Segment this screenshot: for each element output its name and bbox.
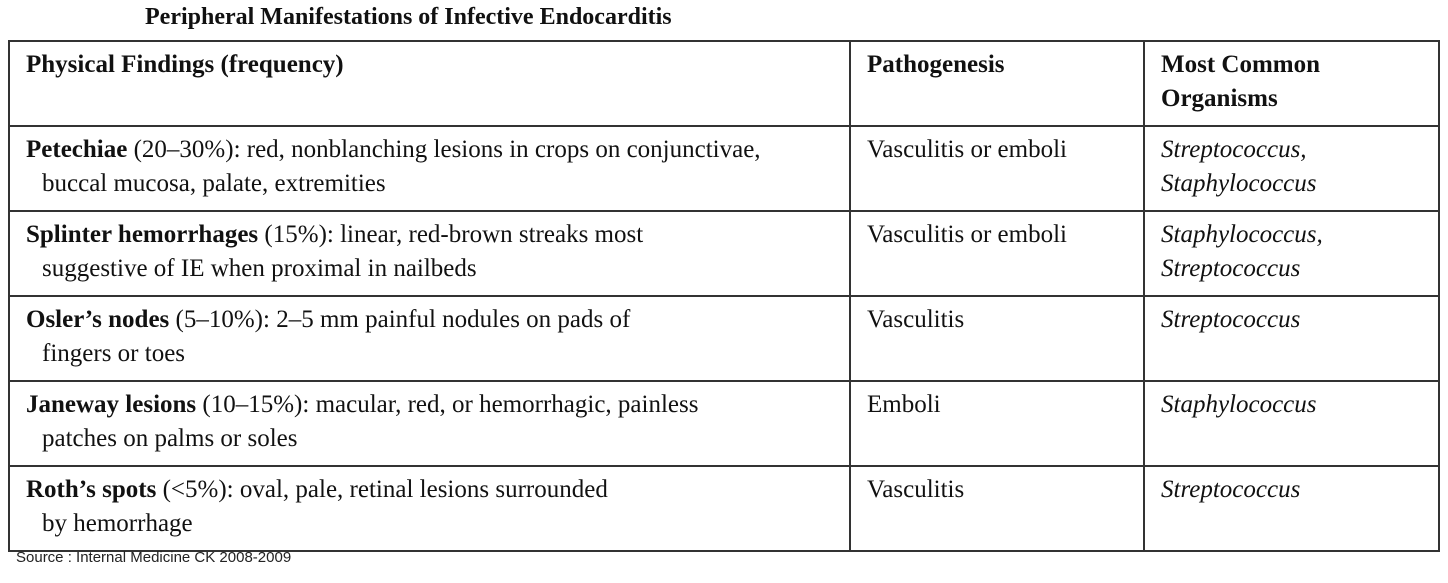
- page-title: Peripheral Manifestations of Infective Endocarditis: [145, 4, 672, 30]
- organism-1: Staphylococcus: [1161, 391, 1317, 418]
- organisms-cell: [1144, 296, 1439, 381]
- header-row: [9, 41, 1439, 126]
- organism-1: Streptococcus: [1161, 306, 1301, 333]
- finding-cell: [9, 126, 850, 211]
- finding-cell: [9, 211, 850, 296]
- table-row: [9, 126, 1439, 211]
- organism-1: Staphylococcus,: [1161, 221, 1323, 248]
- finding-cell: [9, 296, 850, 381]
- organisms-cell: [1144, 381, 1439, 466]
- finding-name: Osler’s nodes: [26, 306, 170, 333]
- finding-name: Splinter hemorrhages: [26, 221, 259, 248]
- finding-cell: [9, 466, 850, 551]
- finding-cell: [9, 381, 850, 466]
- organisms-cell: [1144, 466, 1439, 551]
- pathogenesis-cell: Vasculitis or emboli: [850, 126, 1144, 211]
- table-row: [9, 381, 1439, 466]
- pathogenesis-cell: Vasculitis: [850, 466, 1144, 551]
- header-organisms: [1144, 41, 1439, 126]
- finding-detail-continued: suggestive of IE when proximal in nailbeds: [42, 255, 477, 282]
- header-findings: Physical Findings (frequency): [9, 41, 850, 126]
- pathogenesis-cell: Emboli: [850, 381, 1144, 466]
- finding-detail: (20–30%): red, nonblanching lesions in crops on conjunctivae,: [127, 136, 761, 163]
- endocarditis-table: [8, 40, 1440, 552]
- organism-2: Streptococcus: [1161, 255, 1301, 282]
- organism-2: Staphylococcus: [1161, 170, 1317, 197]
- header-pathogenesis: Pathogenesis: [850, 41, 1144, 126]
- source-caption: Source : Internal Medicine CK 2008-2009: [16, 549, 292, 566]
- header-organisms-line1: Most Common: [1161, 51, 1321, 78]
- finding-detail: (15%): linear, red-brown streaks most: [258, 221, 644, 248]
- finding-name: Roth’s spots: [26, 476, 157, 503]
- finding-detail-continued: fingers or toes: [42, 340, 186, 367]
- organisms-cell: [1144, 126, 1439, 211]
- pathogenesis-cell: Vasculitis: [850, 296, 1144, 381]
- finding-detail: (10–15%): macular, red, or hemorrhagic, painless: [196, 391, 699, 418]
- organism-1: Streptococcus: [1161, 476, 1301, 503]
- table-row: [9, 466, 1439, 551]
- pathogenesis-cell: Vasculitis or emboli: [850, 211, 1144, 296]
- finding-name: Petechiae: [26, 136, 128, 163]
- table-row: [9, 211, 1439, 296]
- finding-detail: (5–10%): 2–5 mm painful nodules on pads of: [169, 306, 631, 333]
- organism-1: Streptococcus,: [1161, 136, 1307, 163]
- finding-detail-continued: by hemorrhage: [42, 510, 193, 537]
- finding-detail-continued: buccal mucosa, palate, extremities: [42, 170, 386, 197]
- header-organisms-line2: Organisms: [1161, 85, 1278, 112]
- finding-detail-continued: patches on palms or soles: [42, 425, 298, 452]
- finding-detail: (<5%): oval, pale, retinal lesions surrounded: [156, 476, 608, 503]
- finding-name: Janeway lesions: [26, 391, 197, 418]
- organisms-cell: [1144, 211, 1439, 296]
- table-row: [9, 296, 1439, 381]
